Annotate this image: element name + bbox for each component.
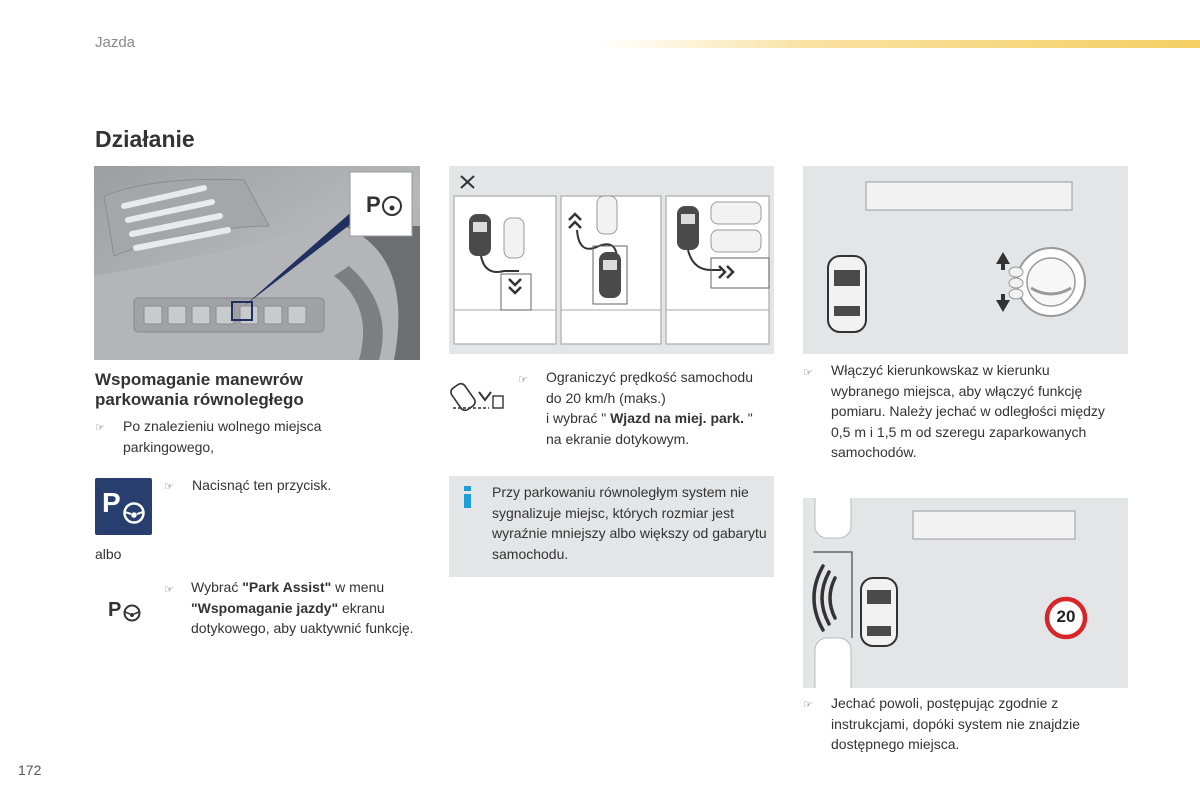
- svg-text:P: P: [102, 487, 121, 518]
- section-subheading: Wspomaganie manewrów parkowania równoległego: [95, 370, 304, 409]
- pointing-hand-icon: ☞: [164, 584, 174, 596]
- page-title: Działanie: [95, 126, 195, 152]
- info-text: Przy parkowaniu równoległym system nie sygnalizuje miejsc, których rozmiar jest wyraźnie mniejszy albo większy od gabarytu samochodu.: [492, 484, 767, 562]
- pointing-hand-icon: ☞: [164, 481, 174, 493]
- instruction-drive-slowly: Jechać powoli, postępując zgodnie z instrukcjami, dopóki system nie znajdzie dostępnego miejsca.: [831, 695, 1080, 752]
- park-assist-button-icon: [95, 478, 152, 535]
- instruction-press-button: Nacisnąć ten przycisk.: [192, 477, 332, 493]
- info-icon: [461, 486, 474, 508]
- close-icon[interactable]: [461, 176, 474, 188]
- pointing-hand-icon: ☞: [518, 374, 528, 386]
- section-label: Jazda: [95, 34, 136, 51]
- instruction-find-space: Po znalezieniu wolnego miejsca parkingowego,: [123, 418, 322, 455]
- pointing-hand-icon: ☞: [95, 422, 105, 434]
- instruction-turn-signal: Włączyć kierunkowskaz w kierunku wybranego miejsca, aby włączyć funkcję pomiaru. Należy jechać w odległości między 0,5 m i 1,5 m od szeregu zaparkowanych samochodów.: [831, 362, 1105, 460]
- icon-letter: P: [108, 599, 122, 621]
- turn-signal-diagram: [803, 166, 1128, 354]
- or-label: albo: [95, 546, 122, 562]
- parking-diagram: [449, 166, 774, 354]
- instruction-select-menu: Wybrać "Park Assist" w menu "Wspomaganie jazdy" ekranu dotykowego, aby uaktywnić funkcję.: [191, 579, 414, 636]
- park-assist-menu-icon: [108, 596, 144, 629]
- header-accent-bar: [600, 40, 1200, 48]
- page-number: 172: [18, 762, 42, 778]
- pointing-hand-icon: ☞: [803, 367, 813, 379]
- speed-limit-sign: 20: [1056, 607, 1076, 626]
- search-space-diagram: [803, 498, 1128, 688]
- svg-text:P: P: [366, 192, 381, 217]
- dashboard-photo: [94, 166, 420, 360]
- car-speed-icon: [449, 378, 505, 421]
- pointing-hand-icon: ☞: [803, 699, 813, 711]
- instruction-limit-speed: Ograniczyć prędkość samochodu do 20 km/h (maks.) i wybrać " Wjazd na miej. park. " na ekranie dotykowym.: [546, 369, 753, 447]
